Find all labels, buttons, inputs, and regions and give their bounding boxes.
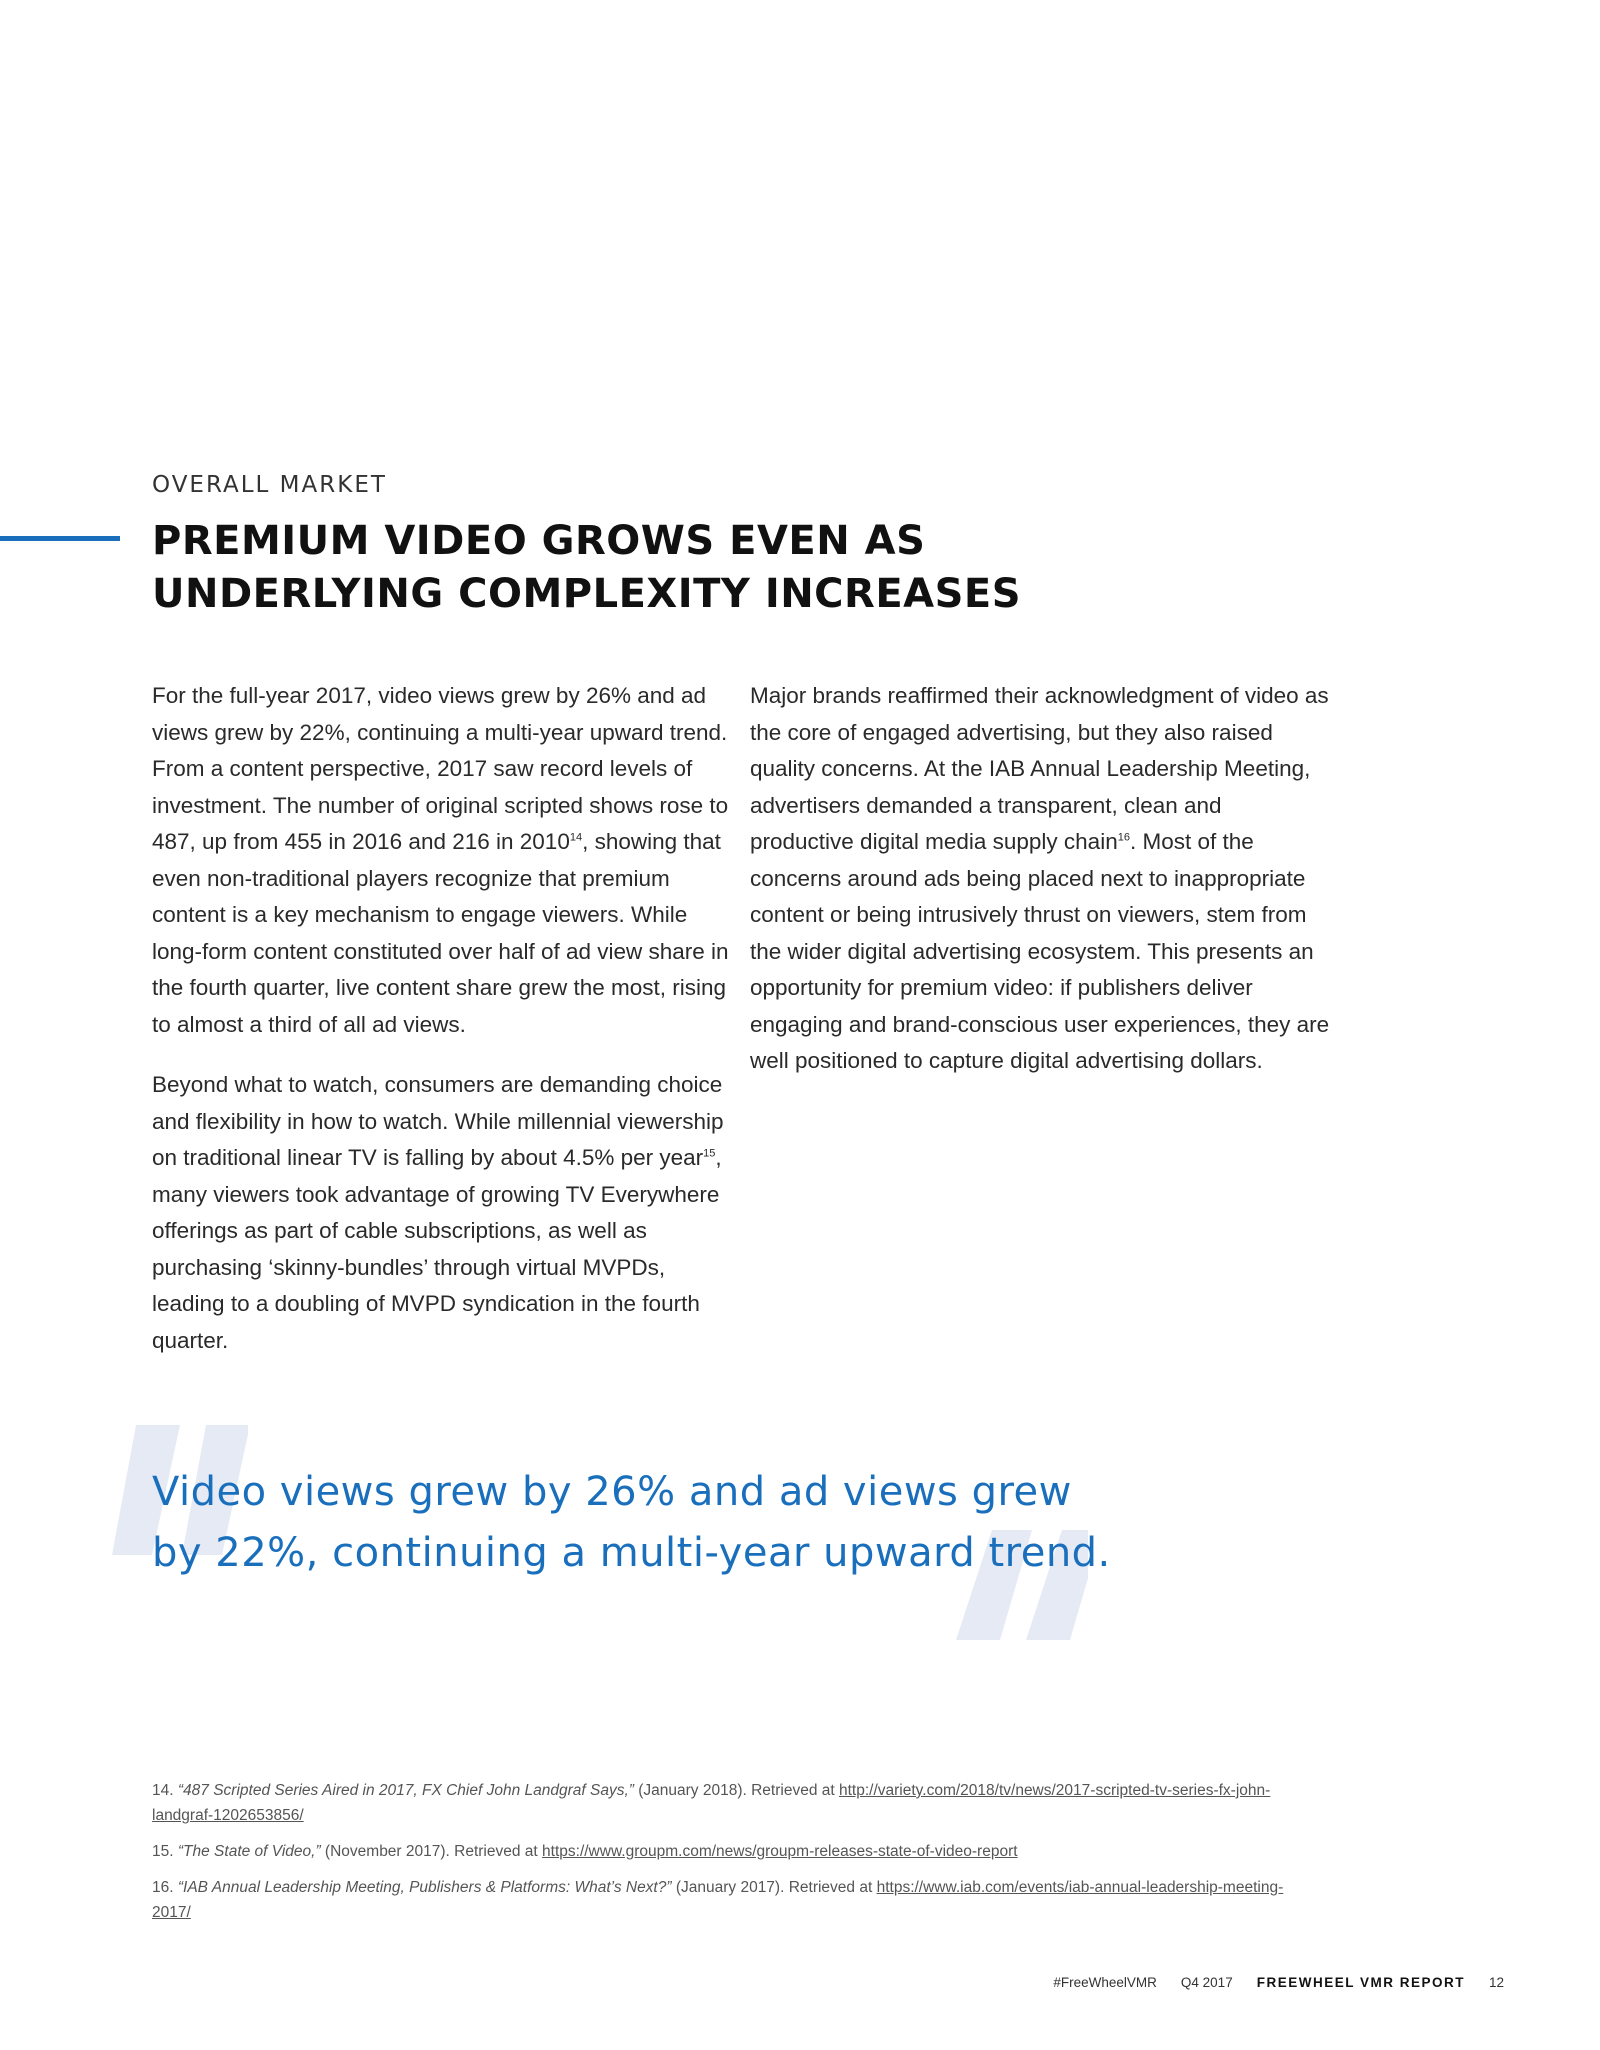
footnotes [152, 1778, 1312, 1936]
body-paragraph-3: Major brands reaffirmed their acknowledgment of video as the core of engaged advertising, but they also raised quality concerns. At the IAB Annual Leadership Meeting, advertisers demanded a transparent, clean and productive digital media supply chain$^{16}$. Most of the concerns around ads being placed next to inappropriate content or being intrusively thrust on viewers, stem from the wider digital advertising ecosystem. This presents an opportunity for premium video: if publishers deliver engaging and brand-conscious user experiences, they are well positioned to capture digital advertising dollars. [750, 683, 1330, 1073]
section-eyebrow: OVERALL MARKET [152, 472, 387, 498]
footnote-ref-16: 16 [1117, 831, 1130, 844]
footnote-15-link[interactable]: https://www.groupm.com/news/groupm-releases-state-of-video-report [542, 1843, 1018, 1860]
headline-line-2: UNDERLYING COMPLEXITY INCREASES [152, 571, 1022, 617]
page-headline [152, 515, 1021, 621]
page-footer [1053, 1975, 1504, 1990]
body-paragraph-2: Beyond what to watch, consumers are demanding choice and flexibility in how to watch. While millennial viewership on traditional linear TV is falling by about 4.5% per year$^{15}$, many viewers took advantage of growing TV Everywhere offerings as part of cable subscriptions, as well as purchasing ‘skinny-bundles’ through virtual MVPDs, leading to a doubling of MVPD syndication in the fourth quarter. [152, 1072, 724, 1353]
footer-quarter: Q4 2017 [1180, 1975, 1233, 1990]
body-column-left [152, 678, 732, 1383]
body-paragraph-1: For the full-year 2017, video views grew by 26% and ad views grew by 22%, continuing a multi-year upward trend. From a content perspective, 2017 saw record levels of investment. The number of original scripted shows rose to 487, up from 455 in 2016 and 216 in 2010$^{14}$, showing that even non-traditional players recognize that premium content is a key mechanism to engage viewers. While long-form content constituted over half of ad view share in the fourth quarter, live content share grew the most, rising to almost a third of all ad views. [152, 683, 729, 1037]
footnote-ref-15: 15 [703, 1147, 716, 1160]
pull-quote-line-1: Video views grew by 26% and ad views grew [152, 1469, 1072, 1515]
footnote-16: 16. “IAB Annual Leadership Meeting, Publishers & Platforms: What’s Next?” (January 2017). Retrieved at https://www.iab.com/events/iab-annual-leadership-meeting-2017/ [152, 1879, 1284, 1921]
pull-quote-line-2: by 22%, continuing a multi-year upward trend. [152, 1530, 1111, 1576]
footnote-16-link[interactable]: https://www.iab.com/events/iab-annual-leadership-meeting-2017/ [152, 1879, 1284, 1921]
page-number: 12 [1488, 1975, 1504, 1990]
pull-quote [152, 1462, 1111, 1584]
footnote-14-link[interactable]: http://variety.com/2018/tv/news/2017-scripted-tv-series-fx-john-landgraf-1202653856/ [152, 1782, 1271, 1824]
footnote-14: 14. “487 Scripted Series Aired in 2017, FX Chief John Landgraf Says,” (January 2018). Retrieved at http://variety.com/2018/tv/news/2017-scripted-tv-series-fx-john-landgraf-1202653856/ [152, 1782, 1271, 1824]
accent-rule [0, 536, 120, 541]
footnote-15: 15. “The State of Video,” (November 2017). Retrieved at https://www.groupm.com/news/groupm-releases-state-of-video-report [152, 1843, 1018, 1860]
body-column-right [750, 678, 1330, 1104]
footnote-ref-14: 14 [569, 831, 583, 844]
footer-report-title: FREEWHEEL VMR REPORT [1256, 1975, 1465, 1990]
footer-hashtag: #FreeWheelVMR [1053, 1975, 1157, 1990]
headline-line-1: PREMIUM VIDEO GROWS EVEN AS [152, 518, 926, 564]
